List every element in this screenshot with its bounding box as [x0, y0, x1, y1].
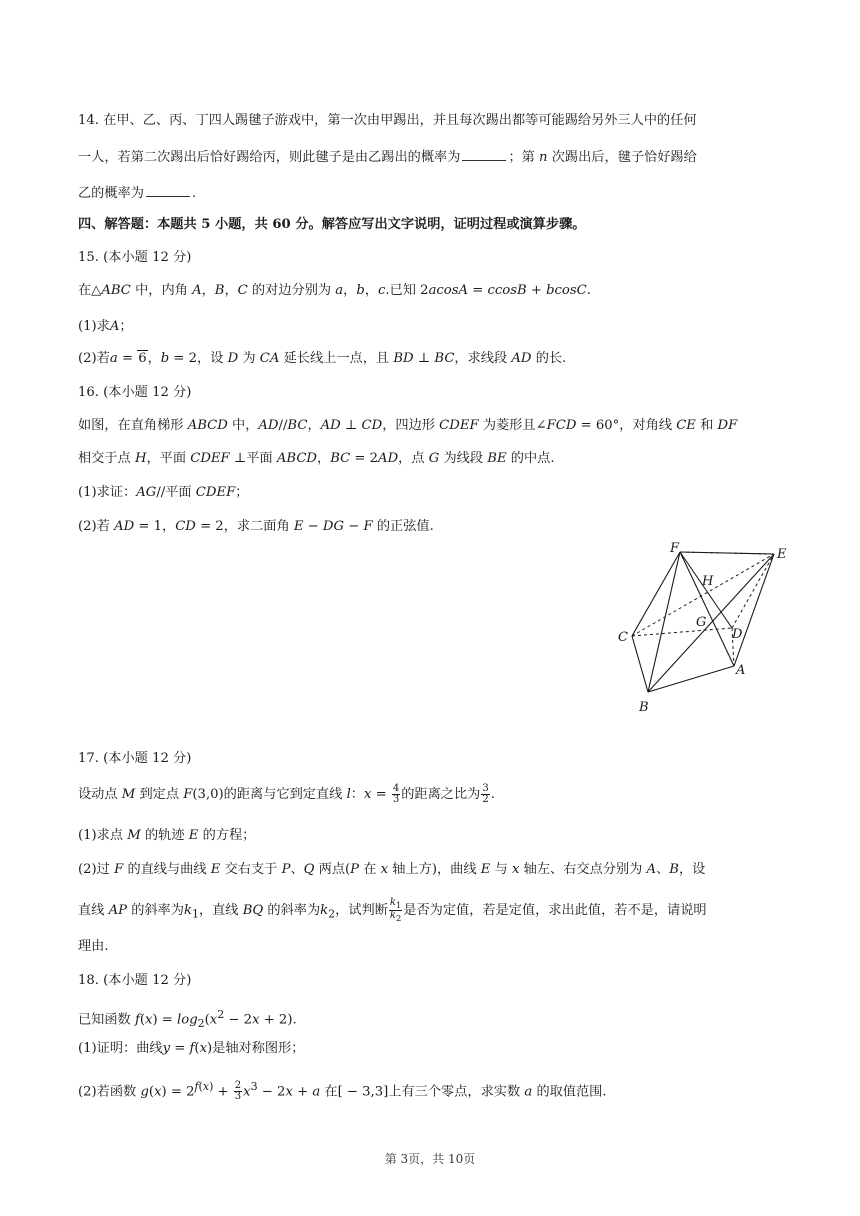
q16-header: 16. (本小题 12 分): [78, 385, 192, 400]
q17-part-2-line-2: 直线 AP 的斜率为$k_1$，直线 BQ 的斜率为$k_2$，试判断 $\frac{k_1}{k_2}$ 是否为定值，若是定值，求出此值，若不是，请说明: [78, 897, 707, 923]
label-E: E: [777, 547, 787, 562]
answer-blank[interactable]: [462, 148, 506, 161]
q17-stem: 设动点 M 到定点 F(3,0)的距离与它到定直线 l：x = $\frac{4}{3}$ 的距离之比为 $\frac{3}{2}$ .: [78, 783, 495, 805]
q17-part-1: (1)求点 M 的轨迹 E 的方程；: [78, 828, 256, 843]
label-F: F: [670, 541, 680, 556]
q18-part-1: (1)证明：曲线y = f(x)是轴对称图形；: [78, 1041, 305, 1056]
q17-part-2-line-3: 理由.: [78, 939, 109, 954]
q18-stem: 已知函数 $f(x) = \log_2(x^2 - 2x + 2)$.: [78, 1008, 297, 1031]
q16-stem-1: 如图，在直角梯形 ABCD 中，AD//BC，AD ⊥ CD，四边形 CDEF 为菱形且∠FCD = 60°，对角线 CE 和 DF: [78, 418, 738, 433]
q15-header: 15. (本小题 12 分): [78, 250, 192, 265]
geometry-figure: [612, 540, 792, 720]
q14-line-2: 一人，若第二次踢出后恰好踢给丙，则此毽子是由乙踢出的概率为 ；第 n 次踢出后，毽子恰好踢给: [78, 150, 697, 165]
label-A: A: [736, 663, 746, 678]
answer-blank[interactable]: [146, 184, 190, 197]
q14-line-3: 乙的概率为 .: [78, 186, 197, 201]
q16-part-2: (2)若 AD = 1，CD = 2，求二面角 E − DG − F 的正弦值.: [78, 519, 434, 534]
section-heading: 四、解答题：本题共 5 小题，共 60 分。解答应写出文字说明，证明过程或演算步骤。: [78, 217, 586, 232]
label-D: D: [732, 627, 743, 642]
q18-header: 18. (本小题 12 分): [78, 973, 192, 988]
label-H: H: [702, 574, 714, 589]
q16-part-1: (1)求证：AG//平面 CDEF；: [78, 485, 249, 500]
q15-part-1: (1)求A；: [78, 319, 133, 334]
page-footer: 第 3页，共 10页: [384, 1152, 476, 1166]
label-B: B: [639, 700, 649, 715]
q16-stem-2: 相交于点 H，平面 CDEF ⊥平面 ABCD，BC = 2AD，点 G 为线段 BE 的中点.: [78, 451, 555, 466]
label-C: C: [618, 630, 628, 645]
q17-header: 17. (本小题 12 分): [78, 751, 192, 766]
q17-part-2-line-1: (2)过 F 的直线与曲线 E 交右支于 P、Q 两点(P 在 x 轴上方)，曲线 E 与 x 轴左、右交点分别为 A、B，设: [78, 862, 706, 877]
label-G: G: [696, 615, 707, 630]
q15-part-2: (2)若a = 6，b = 2，设 D 为 CA 延长线上一点，且 BD ⊥ BC，求线段 AD 的长.: [78, 351, 567, 366]
q14-line-1: 14. 在甲、乙、丙、丁四人踢毽子游戏中，第一次由甲踢出，并且每次踢出都等可能踢给另外三人中的任何: [78, 113, 697, 128]
q15-stem: 在△ABC 中，内角 A，B，C 的对边分别为 a，b，c.已知 2acosA = ccosB + bcosC.: [78, 283, 591, 298]
q18-part-2: (2)若函数 $g(x) = 2^{f(x)}$ + $\frac{2}{3}$ $x^3 - 2x + a$ 在[ − 3,3]上有三个零点，求实数 a 的取值范围.: [78, 1080, 607, 1103]
